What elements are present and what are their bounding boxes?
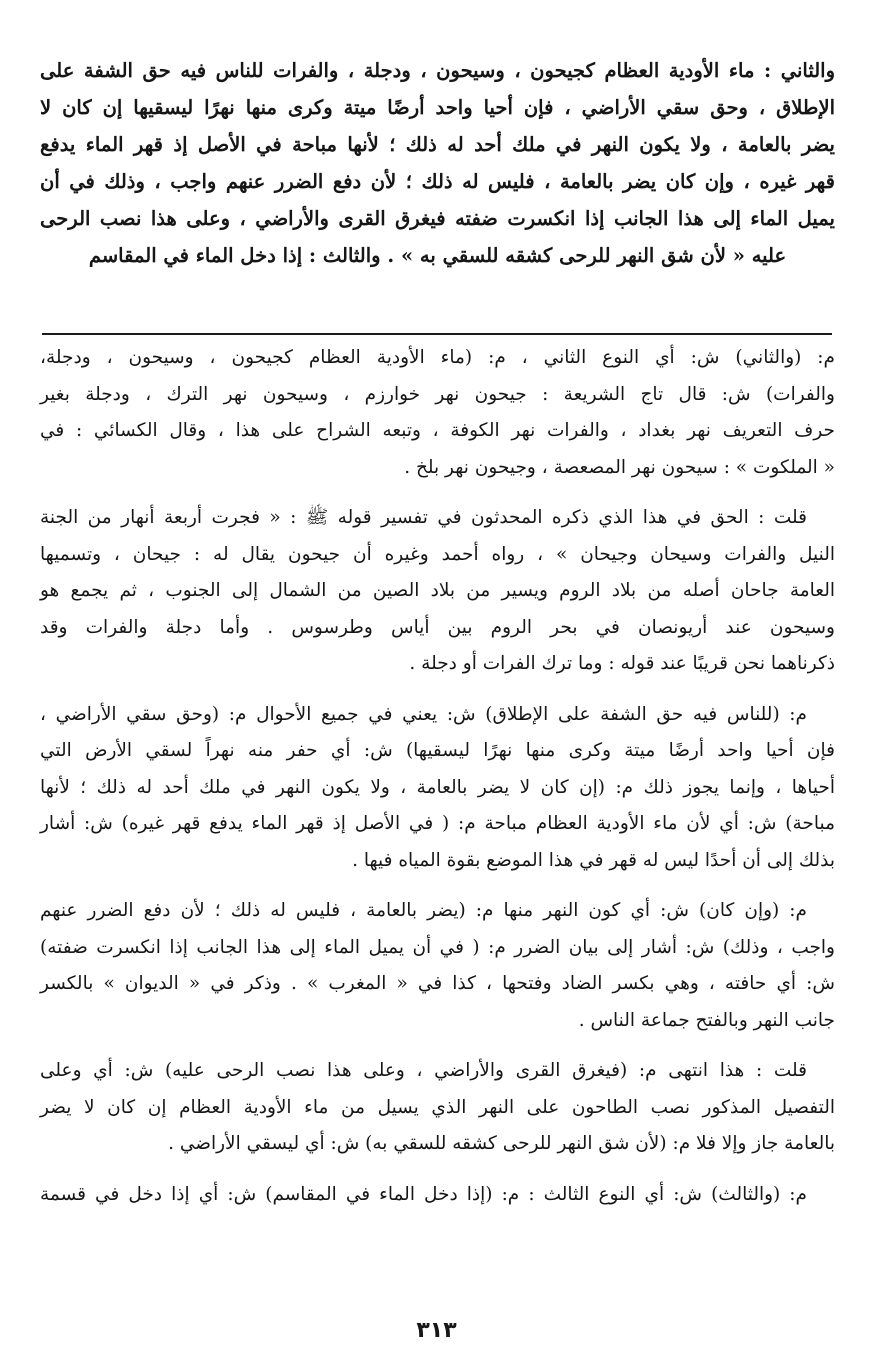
page-number: ٣١٣ bbox=[416, 1318, 457, 1343]
commentary-line: م: (والثاني) ش: أي النوع الثاني ، م: (ماء الأودية العظام كجيحون ، وسيحون ، ودجلة، bbox=[40, 347, 835, 368]
main-text-line: قهر غيره ، وإن كان يضر بالعامة ، فليس له ذلك ؛ لأن دفع الضرر عنهم واجب ، وذلك في أن bbox=[40, 170, 835, 193]
commentary-line: مباحة) ش: أي لأن ماء الأودية العظام مباحة م: ( في الأصل إذ قهر الماء يدفع قهر غيره) ش: أشار bbox=[40, 813, 835, 834]
commentary-line: فإن أحيا واحد أرضًا ميتة وكرى منها نهرًا ليسقيها) ش: أي حفر منه نهراً لسقي الأرض التي bbox=[40, 740, 835, 761]
main-text-line: والثاني : ماء الأودية العظام كجيحون ، وسيحون ، ودجلة ، والفرات للناس فيه حق الشفة على bbox=[40, 59, 835, 82]
commentary-block bbox=[40, 340, 835, 1227]
commentary-paragraph bbox=[40, 500, 835, 683]
commentary-line: قلت : هذا انتهى م: (فيغرق القرى والأراضي ، وعلى هذا نصب الرحى عليه) ش: أي وعلى bbox=[40, 1060, 807, 1081]
commentary-line: جانب النهر وبالفتح جماعة الناس . bbox=[578, 1009, 835, 1031]
commentary-paragraph bbox=[40, 697, 835, 880]
commentary-line: وسيحون عند أريونصان في بحر الروم بين أياس وطرسوس . وأما دجلة والفرات وقد bbox=[40, 616, 835, 638]
commentary-paragraph bbox=[40, 340, 835, 486]
commentary-line: بذلك إلى أن أحدًا ليس له قهر في هذا الموضع بقوة المياه فيها . bbox=[352, 849, 835, 871]
section-divider bbox=[42, 333, 832, 335]
commentary-line: قلت : الحق في هذا الذي ذكره المحدثون في تفسير قوله ﷺ : « فجرت أربعة أنهار من الجنة bbox=[40, 507, 807, 528]
commentary-line: النيل والفرات وسيحان وجيحان » ، رواه أحمد وغيره أن جيحون يقال له : جيحان ، وتسميها bbox=[40, 543, 835, 565]
commentary-line: أحياها ، وإنما يجوز ذلك م: (إن كان لا يضر بالعامة ، ولا يكون النهر في ملك أحد له ذلك ؛ لأنها bbox=[40, 776, 835, 798]
commentary-line: التفصيل المذكور نصب الطاحون على النهر الذي يسيل من ماء الأودية العظام إن كان لا يضر bbox=[40, 1096, 835, 1118]
commentary-line: م: (للناس فيه حق الشفة على الإطلاق) ش: يعني في جميع الأحوال م: (وحق سقي الأراضي ، bbox=[40, 703, 807, 725]
commentary-paragraph bbox=[40, 1053, 835, 1163]
commentary-paragraph bbox=[40, 893, 835, 1039]
commentary-line: بالعامة جاز وإلا فلا م: (لأن شق النهر للرحى كشقه للسقي به) ش: أي ليسقي الأراضي . bbox=[168, 1133, 835, 1154]
commentary-line: واجب ، وذلك) ش: أشار إلى بيان الضرر م: ( في أن يميل الماء إلى هذا الجانب إذا انكسرت ضفته) bbox=[40, 936, 835, 958]
commentary-line: ذكرناهما نحن قريبًا عند قوله : وما ترك الفرات أو دجلة . bbox=[409, 653, 835, 674]
commentary-line: ش: أي حافته ، وهي بكسر الضاد وفتحها ، كذا في « المغرب » . وذكر في « الديوان » بالكسر bbox=[40, 973, 835, 994]
main-text-block bbox=[40, 52, 835, 274]
commentary-line: « الملكوت » : سيحون نهر المصعصة ، وجيحون نهر بلخ . bbox=[404, 456, 835, 478]
main-text-line: الإطلاق ، وحق سقي الأراضي ، فإن أحيا واحد أرضًا ميتة وكرى منها نهرًا ليسقيها إن كان لا bbox=[40, 96, 835, 119]
commentary-line: العامة جاحان أصله من بلاد الروم ويسير من بلاد الصين من الشمال إلى الجنوب ، ثم يجمع هو bbox=[40, 580, 835, 601]
main-text-line: يضر بالعامة ، ولا يكون النهر في ملك أحد له ذلك ؛ لأنها مباحة في الأصل إذ قهر الماء يدفع bbox=[40, 133, 835, 156]
commentary-line: حرف التعريف نهر بغداد ، والفرات نهر الكوفة ، وتبعه الشراح على هذا ، وقال الكسائي : في bbox=[40, 420, 835, 441]
commentary-line: والفرات) ش: قال تاج الشريعة : جيحون نهر خوارزم ، وسيحون نهر الترك ، ودجلة بغير bbox=[40, 383, 835, 405]
main-text-line: يميل الماء إلى هذا الجانب إذا انكسرت ضفته فيغرق القرى والأراضي ، وعلى هذا نصب الرحى bbox=[40, 207, 835, 230]
main-text-line: عليه « لأن شق النهر للرحى كشقه للسقي به » . والثالث : إذا دخل الماء في المقاسم bbox=[88, 244, 787, 267]
commentary-line: م: (وإن كان) ش: أي كون النهر منها م: (يضر بالعامة ، فليس له ذلك ؛ لأن دفع الضرر عنهم bbox=[40, 900, 807, 921]
commentary-paragraph bbox=[40, 1177, 835, 1214]
commentary-line: م: (والثالث) ش: أي النوع الثالث : م: (إذا دخل الماء في المقاسم) ش: أي إذا دخل في قسمة bbox=[40, 1183, 807, 1205]
